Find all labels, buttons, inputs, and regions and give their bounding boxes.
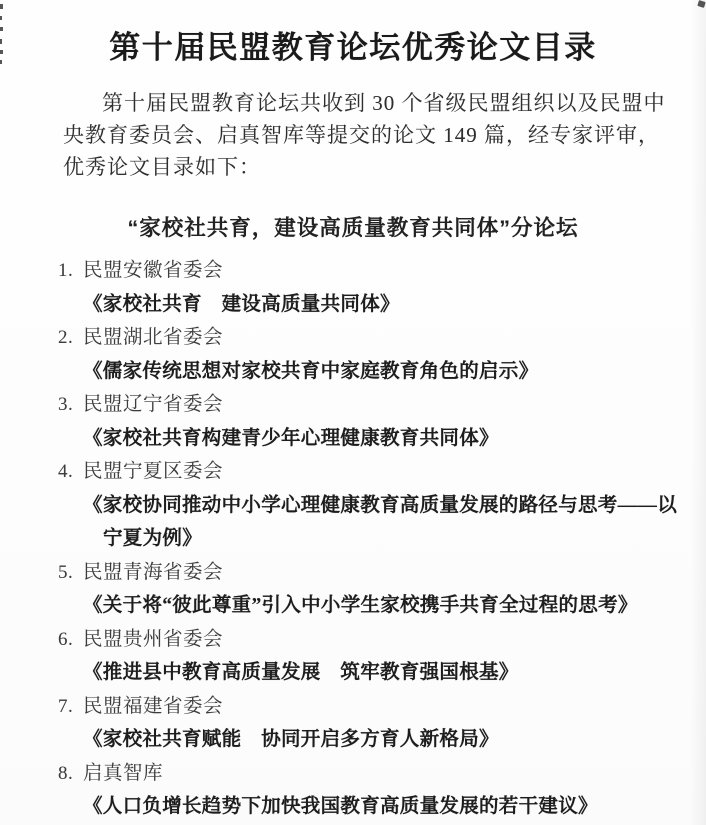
org-name: 启真智库: [83, 762, 164, 784]
item-number: 5.: [58, 561, 74, 583]
paper-item: [0, 556, 706, 623]
paper-title-line: 《推进县中教育高质量发展 筑牢教育强国根基》: [83, 662, 519, 683]
paper-title: [0, 790, 706, 824]
intro-paragraph: [63, 87, 666, 183]
org-line: [0, 690, 706, 724]
org-line: [0, 321, 706, 355]
org-name: 民盟福建省委会: [83, 695, 224, 717]
paper-title-line: 《家校社共育构建青少年心理健康教育共同体》: [83, 427, 499, 449]
org-name: 民盟宁夏区委会: [83, 461, 224, 482]
intro-line: 央教育委员会、启真智库等提交的论文 149 篇，经专家评审，: [63, 123, 660, 147]
item-number: 4.: [58, 461, 74, 482]
paper-title-line: 《人口负增长趋势下加快我国教育高质量发展的若干建议》: [83, 796, 598, 817]
scan-artifact: [0, 60, 2, 64]
scan-artifact: [0, 27, 3, 31]
item-number: 3.: [58, 394, 74, 415]
org-name: 民盟贵州省委会: [83, 628, 224, 650]
paper-title: [0, 723, 706, 757]
org-name: 民盟湖北省委会: [83, 327, 224, 348]
org-line: [0, 388, 706, 422]
paper-title-line: 《家校社共育赋能 协同开启多方育人新格局》: [83, 729, 499, 750]
org-line: [0, 254, 706, 288]
org-line: [0, 757, 706, 791]
org-name: 民盟青海省委会: [83, 561, 224, 583]
paper-title: [0, 489, 706, 556]
item-number: 7.: [58, 695, 74, 717]
org-name: 民盟辽宁省委会: [83, 394, 224, 415]
intro-line: 第十届民盟教育论坛共收到 30 个省级民盟组织以及民盟中: [102, 91, 666, 115]
paper-title-line: 《关于将“彼此尊重”引入中小学生家校携手共育全过程的思考》: [83, 595, 638, 616]
paper-list: [0, 254, 706, 824]
org-name: 民盟安徽省委会: [83, 260, 224, 281]
paper-title: [0, 355, 706, 389]
item-number: 2.: [58, 327, 74, 348]
paper-title-line: 宁夏为例》: [103, 528, 203, 549]
org-line: [0, 623, 706, 657]
document-title: 第十届民盟教育论坛优秀论文目录: [109, 30, 597, 65]
scan-artifact: [0, 4, 3, 9]
paper-title: [0, 589, 706, 623]
paper-item: [0, 254, 706, 321]
org-line: [0, 455, 706, 489]
paper-item: [0, 757, 706, 824]
scan-artifact: [0, 50, 3, 54]
paper-title: [0, 288, 706, 322]
paper-item: [0, 455, 706, 556]
paper-item: [0, 388, 706, 455]
scan-artifact: [697, 0, 706, 8]
paper-title-line: 《家校社共育 建设高质量共同体》: [83, 293, 400, 315]
item-number: 8.: [58, 762, 74, 784]
paper-item: [0, 690, 706, 757]
paper-title-line: 《家校协同推动中小学心理健康教育高质量发展的路径与思考——以: [83, 494, 678, 516]
item-number: 1.: [58, 260, 74, 281]
org-line: [0, 556, 706, 590]
scan-artifact: [0, 16, 2, 20]
intro-line: 优秀论文目录如下：: [63, 155, 261, 179]
paper-item: [0, 321, 706, 388]
scan-artifact: [0, 39, 2, 44]
paper-item: [0, 623, 706, 690]
paper-title: [0, 422, 706, 456]
forum-section-heading: “家校社共育，建设高质量教育共同体”分论坛: [127, 216, 579, 240]
item-number: 6.: [58, 628, 74, 650]
paper-title-line: 《儒家传统思想对家校共育中家庭教育角色的启示》: [83, 360, 539, 382]
paper-title: [0, 656, 706, 690]
